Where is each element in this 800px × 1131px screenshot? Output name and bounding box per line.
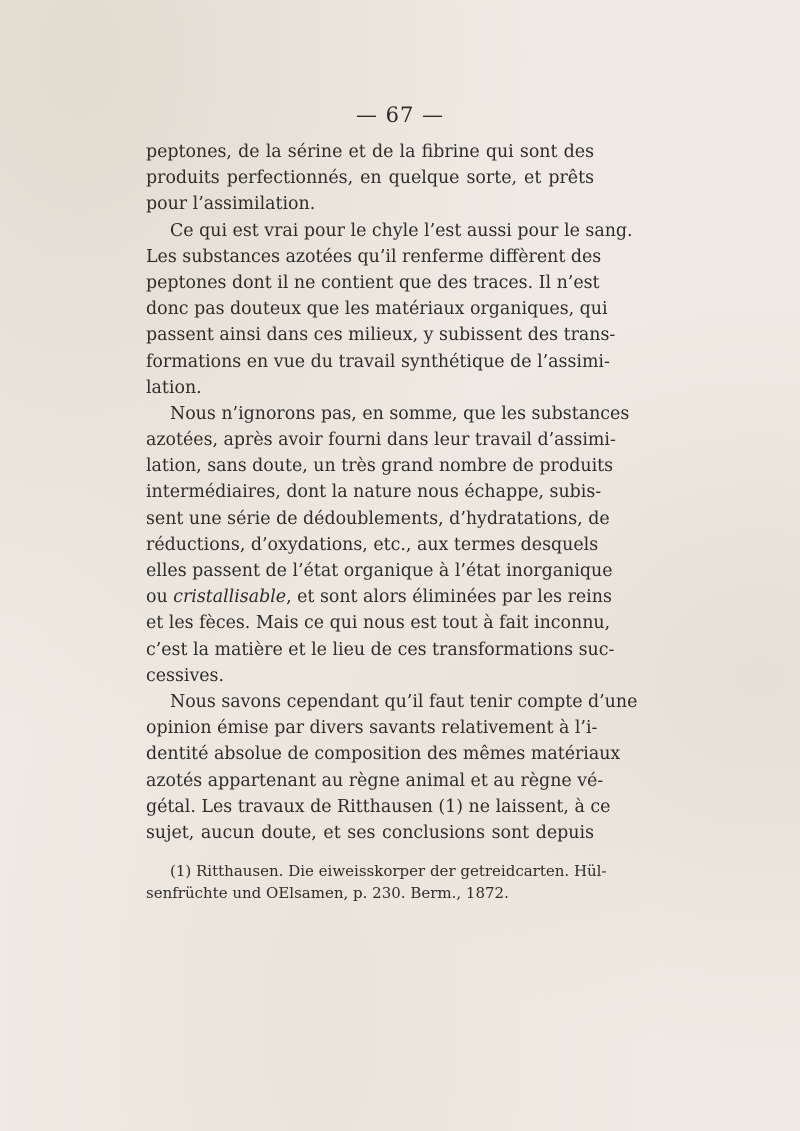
text-line: passent ainsi dans ces milieux, y subissent des trans- [146,325,616,346]
text-line: produits perfectionnés, en quelque sorte, et prêts [146,168,594,189]
text-line: c’est la matière et le lieu de ces transformations suc- [146,639,615,660]
text-line: opinion émise par divers savants relativement à l’i- [146,718,598,739]
body-text [146,139,638,846]
text-line: cessives. [146,665,225,686]
text-line: Les substances azotées qu’il renferme diffèrent des [146,246,602,267]
footnote-line: senfrüchte und OElsamen, p. 230. Berm., 1872. [146,884,509,902]
text-line: azotés appartenant au règne animal et au règne vé- [146,770,604,791]
text-line: peptones, de la sérine et de la fibrine qui sont des [146,142,594,162]
text-line: gétal. Les travaux de Ritthausen (1) ne laissent, à ce [146,796,611,817]
paragraph-start-line: Ce qui est vrai pour le chyle l’est aussi pour le sang. [170,220,633,241]
text-line: dentité absolue de composition des mêmes matériaux [146,744,621,765]
paragraph-start-line: Nous n’ignorons pas, en somme, que les substances [170,403,630,424]
paragraph-start-line: Nous savons cependant qu’il faut tenir compte d’une [170,691,638,712]
page-number: — 67 — [355,103,445,127]
footnote-line: (1) Ritthausen. Die eiweisskorper der getreidcarten. Hül- [170,862,607,880]
text-line: intermédiaires, dont la nature nous échappe, subis- [146,482,602,503]
text-line: sent une série de dédoublements, d’hydratations, de [146,508,610,529]
text-line: donc pas douteux que les matériaux organiques, qui [146,299,608,320]
text-line: pour l’assimilation. [146,194,316,215]
footnote [146,860,607,904]
text-line: réductions, d’oxydations, etc., aux termes desquels [146,534,599,555]
text-line: et les fèces. Mais ce qui nous est tout à fait inconnu, [146,613,611,634]
text-line: sujet, aucun doute, et ses conclusions sont depuis [146,822,594,843]
text-line: elles passent de l’état organique à l’état inorganique [146,561,613,581]
text-line: peptones dont il ne contient que des traces. Il n’est [146,272,600,293]
text-line: formations en vue du travail synthétique de l’assimi- [146,351,610,372]
text-line: lation. [146,377,202,398]
text-line: azotées, après avoir fourni dans leur travail d’assimi- [146,430,616,451]
text-line: lation, sans doute, un très grand nombre de produits [146,456,614,477]
text-line: ou cristallisable, et sont alors éliminées par les reins [146,587,612,608]
